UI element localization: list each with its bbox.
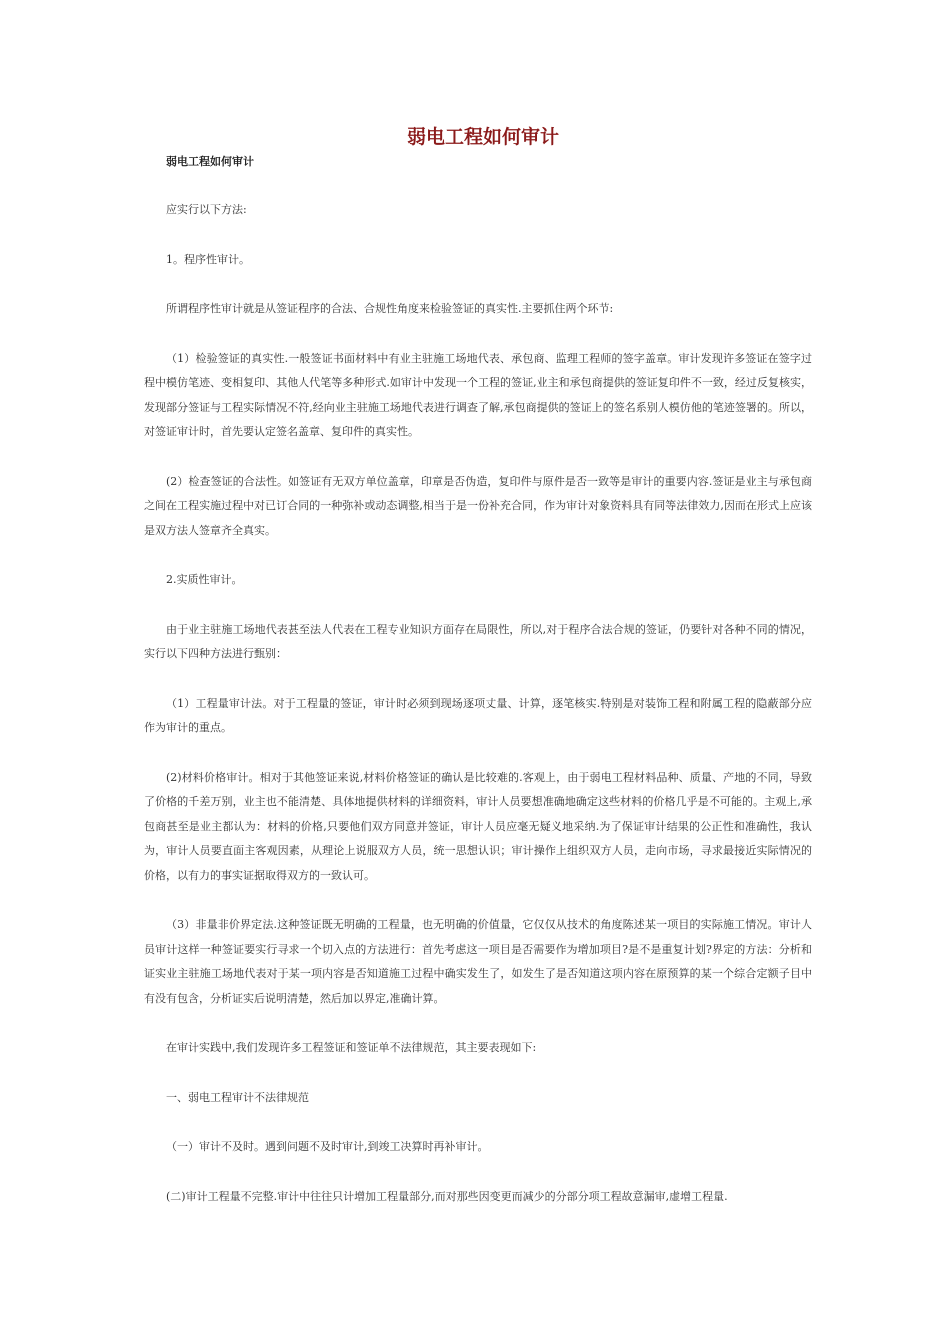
paragraph-practice-findings: 在审计实践中,我们发现许多工程签证和签证单不法律规范，其主要表现如下: <box>166 1041 537 1054</box>
paragraph-authenticity-check: （1）检验签证的真实性.一般签证书面材料中有业主驻施工场地代表、承包商、监理工程师的签字盖章。审计发现许多签证在签字过程中模仿笔迹、变相复印、其他人代笔等多种形式.如审计中发现一个工程的签证,业主和承包商提供的签证复印件不一致，经过反复核实，发现部分签证与工程实际情况不符,经向业主驻施工场地代表进行调查了解,承包商提供的签证上的签名系别人模仿他的笔迹签署的。所以，对签证审计时，首先要认定签名盖章、复印件的真实性。 <box>144 351 812 438</box>
document-subtitle: 弱电工程如何审计 <box>166 155 254 168</box>
paragraph-quantity-audit: （1）工程量审计法。对于工程量的签证，审计时必须到现场逐项丈量、计算，逐笔核实.特别是对装饰工程和附属工程的隐蔽部分应作为审计的重点。 <box>144 696 812 734</box>
paragraph-untimely-audit: （一）审计不及时。遇到问题不及时审计,到竣工决算时再补审计。 <box>166 1140 489 1153</box>
paragraph-procedural-audit-definition: 所谓程序性审计就是从签证程序的合法、合规性角度来检验签证的真实性.主要抓住两个环节: <box>166 302 614 315</box>
paragraph-material-price-audit: (2)材料价格审计。相对于其他签证来说,材料价格签证的确认是比较难的.客观上，由于弱电工程材料品种、质量、产地的不同，导致了价格的千差万别，业主也不能清楚、具体地提供材料的详细资料，审计人员要想准确地确定这些材料的价格几乎是不可能的。主观上,承包商甚至是业主都认为：材料的价格,只要他们双方同意并签证，审计人员应毫无疑义地采纳.为了保证审计结果的公正性和准确性，我认为，审计人员要直面主客观因素，从理论上说服双方人员，统一思想认识；审计操作上组织双方人员，走向市场，寻求最接近实际情况的价格，以有力的事实证据取得双方的一致认可。 <box>144 770 812 882</box>
paragraph-substantive-audit-heading: 2.实质性审计。 <box>166 573 243 586</box>
paragraph-methods-intro: 应实行以下方法: <box>166 203 247 216</box>
paragraph-section-one-heading: 一、弱电工程审计不法律规范 <box>166 1090 309 1104</box>
paragraph-incomplete-quantity: (二)审计工程量不完整.审计中往往只计增加工程量部分,而对那些因变更而减少的分部分项工程故意漏审,虚增工程量. <box>166 1189 728 1203</box>
paragraph-non-quantity-non-price: （3）非量非价界定法.这种签证既无明确的工程量，也无明确的价值量，它仅仅从技术的角度陈述某一项目的实际施工情况。审计人员审计这样一种签证要实行寻求一个切入点的方法进行：首先考虑这一项目是否需要作为增加项目?是不是重复计划?界定的方法：分析和证实业主驻施工场地代表对于某一项内容是否知道施工过程中确实发生了，如发生了是否知道这项内容在原预算的某一个综合定额子目中有没有包含，分析证实后说明清楚，然后加以界定,准确计算。 <box>144 918 812 1005</box>
paragraph-substantive-audit-intro: 由于业主驻施工场地代表甚至法人代表在工程专业知识方面存在局限性，所以,对于程序合法合规的签证，仍要针对各种不同的情况，实行以下四种方法进行甄别： <box>144 622 812 660</box>
document-body <box>144 198 812 1234</box>
document-title: 弱电工程如何审计 <box>406 126 559 148</box>
paragraph-procedural-audit-heading: 1。程序性审计。 <box>166 252 250 266</box>
paragraph-legality-check: (2）检查签证的合法性。如签证有无双方单位盖章，印章是否伪造，复印件与原件是否一致等是审计的重要内容.签证是业主与承包商之间在工程实施过程中对已订合同的一种弥补或动态调整,相当于是一份补充合同，作为审计对象资料具有同等法律效力,因而在形式上应该是双方法人签章齐全真实。 <box>144 474 812 537</box>
